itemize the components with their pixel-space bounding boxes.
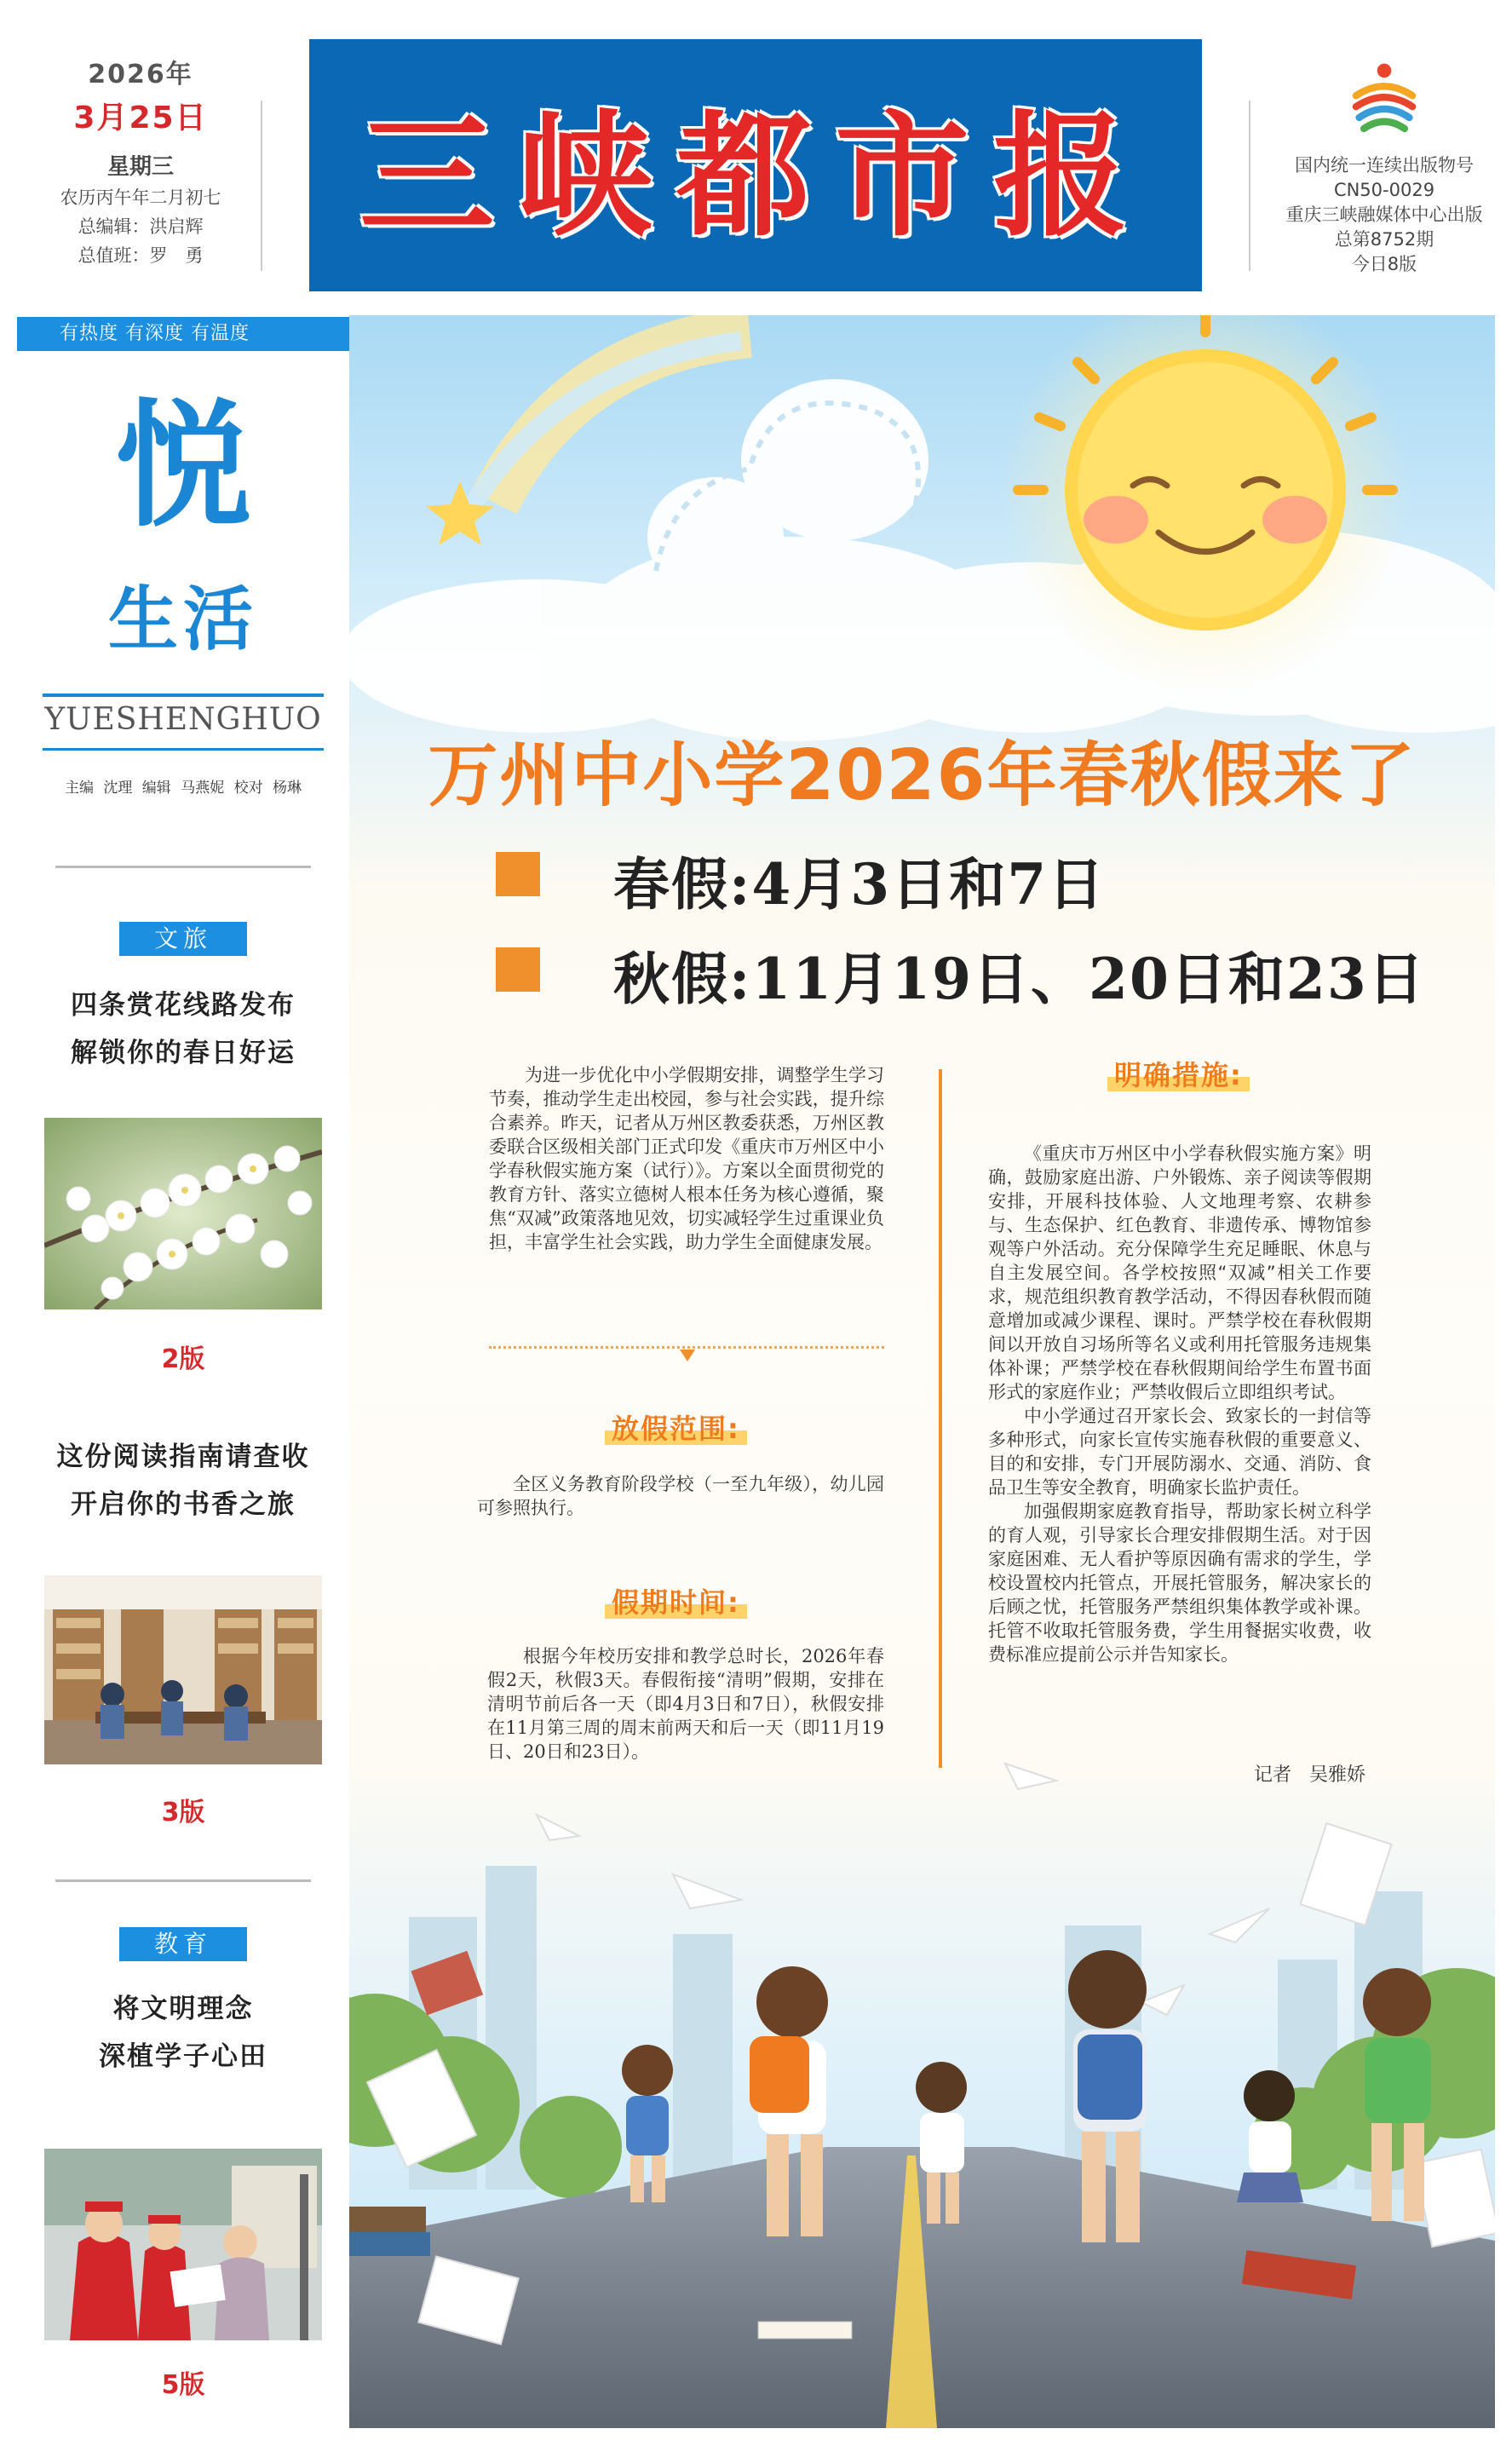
teaser-line: 四条赏花线路发布 [71,990,296,1021]
masthead-divider-left [261,101,262,271]
media-center-logo-icon [1345,60,1423,138]
teaser-headline[interactable] [17,1433,349,1528]
article-headline: 万州中小学2026年春秋假来了 [428,735,1417,816]
reporter-byline: 记者 吴雅娇 [1254,1764,1365,1786]
lunar-date: 农历丙午年二月初七 [60,187,221,208]
arrow-down-icon [680,1350,695,1361]
dotted-divider [489,1346,884,1349]
section-title-sub: 生活 [107,579,258,660]
article-intro: 为进一步优化中小学假期安排，调整学生学习节奏，推动学生走出校园，参与社会实践，提升综合素养。昨天，记者从万州区教委获悉，万州区教委联合区级相关部门正式印发《重庆市万州区中小学春秋假实施方案（试行）》。方案以全面贯彻党的教育方针、落实立德树人根本任务为核心遵循，聚焦“双减”政策落地见效，切实减轻学生过重课业负担，丰富学生社会实践，助力学生全面健康发展。 [489,1065,884,1252]
subhead-range: 放假范围: [605,1413,747,1445]
tag-culture-tourism: 文旅 [119,922,247,956]
teaser-line: 这份阅读指南请查收 [56,1442,310,1472]
measures-paragraph [988,1142,1371,1666]
measures-p1: 《重庆市万州区中小学春秋假实施方案》明确，鼓励家庭出游、户外锻炼、亲子阅读等假期安排，开展科技体验、人文地理考察、农耕参与、生态保护、红色教育、非遗传承、博物馆参观等户外活动。充分保障学生充足睡眠、休息与自主发展空间。各学校按照“双减”相关工作要求，规范组织教育教学活动，不得因春秋假而随意增加或减少课程、课时。严禁学校在春秋假期间以开放自习场所等名义或利用托管服务违规集体补课；严禁学校在春秋假期间给学生布置书面形式的家庭作业；严禁收假后立即组织考试。 [988,1143,1371,1402]
tagline-bar: 有热度 有深度 有温度 [17,317,349,351]
section-title-pinyin: YUESHENGHUO [44,702,322,737]
pub-line: 总第8752期 [1334,229,1434,250]
measures-p2: 中小学通过召开家长会、致家长的一封信等多种形式，向家长宣传实施春秋假的重要意义、目的和安排，专门开展防溺水、交通、消防、食品卫生等安全教育，明确家长监护责任。 [988,1406,1371,1498]
pub-line: 国内统一连续出版物号 [1295,155,1474,176]
pub-line: 重庆三峡融媒体中心出版 [1285,204,1483,225]
autumn-break-dates: 秋假:11月19日、20日和23日 [613,946,1426,1012]
subhead-measures: 明确措施: [1107,1059,1250,1091]
newspaper-title: 三峡都市报 [359,97,1152,256]
subhead-time: 假期时间: [605,1586,747,1619]
chief-editor: 总编辑：洪启辉 [78,216,204,237]
masthead-divider-right [1249,101,1250,271]
sidebar [17,351,349,2430]
section-title-char: 悦 [114,386,251,545]
measures-p3: 加强假期家庭教育指导，帮助家长树立科学的育人观，引导家长合理安排假期生活。对于因家庭困难、无人看护等原因确有需求的学生，学校设置校内托管点，开展托管服务，解决家长的后顾之忧，托管服务严禁组织集体教学或补课。托管不收取托管服务费，学生用餐据实收费，收费标准应提前公示并告知家长。 [988,1501,1371,1665]
masthead-banner [309,39,1202,291]
publication-info [1269,60,1499,277]
teaser-line: 将文明理念 [112,1994,254,2024]
date-block [34,53,247,268]
divider [55,1879,311,1882]
editor-credits: 主编 沈理 编辑 马燕妮 校对 杨琳 [64,780,302,797]
issue-year: 2026年 [88,60,193,89]
divider [55,866,311,868]
range-text: 全区义务教育阶段学校（一至九年级），幼儿园可参照执行。 [477,1474,884,1518]
teaser-line: 解锁你的春日好运 [71,1038,296,1068]
pub-line: 今日8版 [1351,254,1417,274]
teaser-headline[interactable] [17,981,349,1077]
tag-education: 教育 [119,1927,247,1961]
page-reference[interactable]: 2版 [161,1344,205,1374]
time-text: 根据今年校历安排和教学总时长，2026年春假2天，秋假3天。春假衔接“清明”假期，安排在清明节前后各一天（即4月3日和7日），秋假安排在11月第三周的周末前两天和后一天（即11月19日、20日和23日）。 [487,1646,884,1762]
duty-editor: 总值班：罗 勇 [78,245,204,266]
issue-weekday: 星期三 [106,154,174,180]
column-divider [939,1069,942,1768]
teaser-headline[interactable] [17,1985,349,2081]
pub-line: CN50-0029 [1333,180,1435,200]
teaser-line: 开启你的书香之旅 [71,1489,296,1520]
section-rule [43,748,324,751]
spring-break-dates: 春假:4月3日和7日 [613,851,1107,918]
flower-thumbnail[interactable] [44,1118,322,1309]
volunteer-thumbnail[interactable] [44,2149,322,2340]
bullet-square-icon [496,852,540,896]
page-reference[interactable]: 5版 [161,2370,205,2400]
section-rule [43,694,324,697]
library-thumbnail[interactable] [44,1575,322,1764]
bullet-square-icon [496,947,540,992]
teaser-line: 深植学子心田 [99,2041,267,2072]
page-reference[interactable]: 3版 [161,1798,205,1827]
issue-date: 3月25日 [73,101,208,135]
